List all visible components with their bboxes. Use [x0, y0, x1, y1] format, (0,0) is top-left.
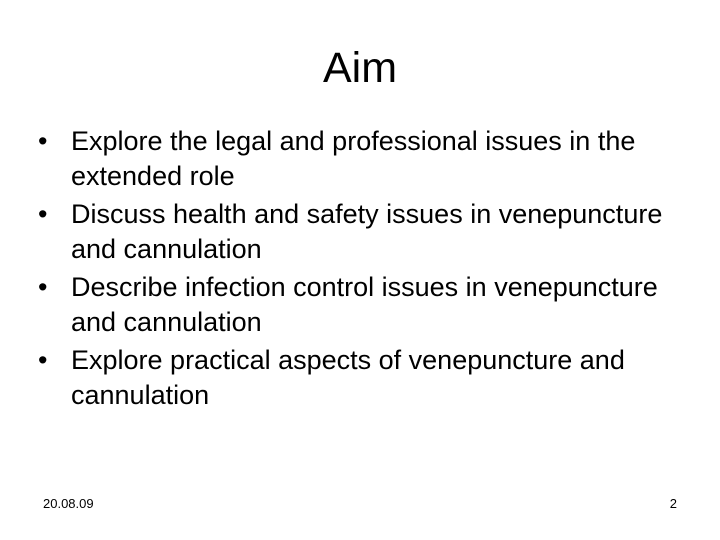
bullet-text: Discuss health and safety issues in venepuncture and cannulation — [71, 199, 663, 264]
bullet-list — [38, 124, 678, 416]
bullet-text: Describe infection control issues in venepuncture and cannulation — [71, 272, 658, 337]
bullet-text: Explore practical aspects of venepuncture and cannulation — [71, 345, 625, 410]
bullet-item — [38, 197, 678, 267]
slide-title: Aim — [322, 44, 398, 92]
bullet-icon: • — [38, 126, 48, 156]
bullet-icon: • — [38, 345, 48, 375]
bullet-icon: • — [38, 272, 48, 302]
page-number: 2 — [669, 496, 677, 511]
bullet-item — [38, 270, 678, 340]
bullet-item — [38, 343, 678, 413]
bullet-item — [38, 124, 678, 194]
footer-date: 20.08.09 — [43, 496, 94, 511]
bullet-icon: • — [38, 199, 48, 229]
bullet-text: Explore the legal and professional issues in the extended role — [71, 126, 636, 191]
